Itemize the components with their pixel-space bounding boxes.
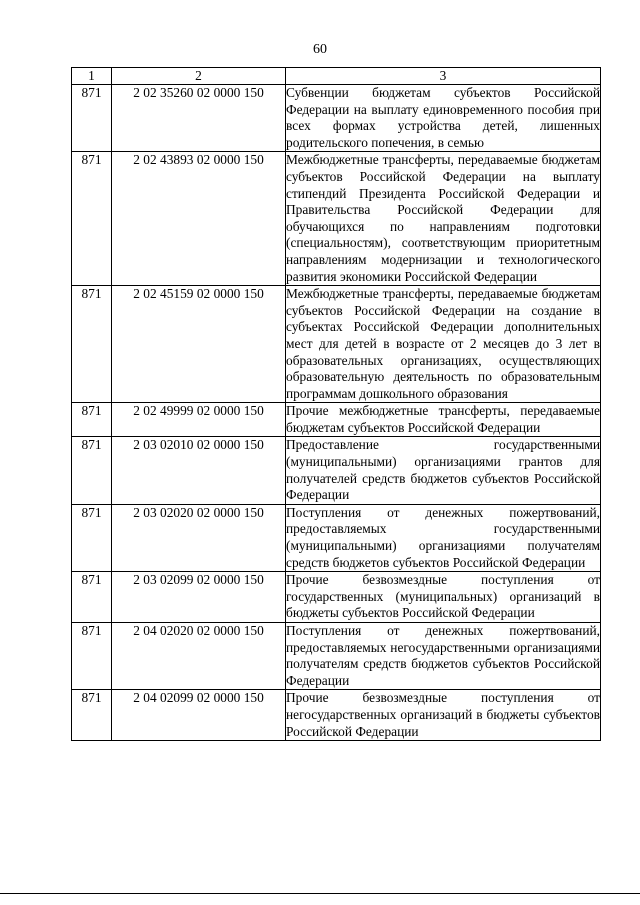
table-row	[72, 152, 601, 286]
administrator-code: 871	[72, 623, 112, 690]
revenue-name: Межбюджетные трансферты, передаваемые бюджетам субъектов Российской Федерации на создание в субъектах Российской Федерации дополнительных мест для детей в возрасте от 2 месяцев до 3 лет в образовательных организациях, осуществляющих образовательную деятельность по образовательным программам дошкольного образования	[286, 286, 601, 403]
table-row	[72, 690, 601, 741]
administrator-code: 871	[72, 152, 112, 286]
revenue-name: Прочие безвозмездные поступления от негосударственных организаций в бюджеты субъектов Российской Федерации	[286, 690, 601, 741]
administrator-code: 871	[72, 403, 112, 437]
administrator-code: 871	[72, 690, 112, 741]
table-row	[72, 504, 601, 571]
column-number-3: 3	[286, 68, 601, 85]
budget-classification-code: 2 02 49999 02 0000 150	[112, 403, 286, 437]
revenue-codes-table	[71, 67, 601, 741]
table-row	[72, 623, 601, 690]
revenue-name: Предоставление государственными (муниципальными) организациями грантов для получателей средств бюджетов субъектов Российской Федерации	[286, 437, 601, 504]
administrator-code: 871	[72, 286, 112, 403]
revenue-name: Прочие безвозмездные поступления от государственных (муниципальных) организаций в бюджеты субъектов Российской Федерации	[286, 572, 601, 623]
table-row	[72, 85, 601, 152]
budget-classification-code: 2 02 45159 02 0000 150	[112, 286, 286, 403]
administrator-code: 871	[72, 572, 112, 623]
revenue-name: Поступления от денежных пожертвований, предоставляемых государственными (муниципальными) организациями получателям средств бюджетов субъектов Российской Федерации	[286, 504, 601, 571]
table-row	[72, 403, 601, 437]
budget-classification-code: 2 03 02099 02 0000 150	[112, 572, 286, 623]
table-row	[72, 286, 601, 403]
column-number-2: 2	[112, 68, 286, 85]
administrator-code: 871	[72, 437, 112, 504]
revenue-name: Субвенции бюджетам субъектов Российской Федерации на выплату единовременного пособия при всех формах устройства детей, лишенных родительского попечения, в семью	[286, 85, 601, 152]
administrator-code: 871	[72, 504, 112, 571]
revenue-name: Межбюджетные трансферты, передаваемые бюджетам субъектов Российской Федерации на выплату стипендий Президента Российской Федерации и Правительства Российской Федерации для обучающихся по направлениям подготовки (специальностям), соответствующим приоритетным направлениям модернизации и технологического развития экономики Российской Федерации	[286, 152, 601, 286]
revenue-name: Прочие межбюджетные трансферты, передаваемые бюджетам субъектов Российской Федерации	[286, 403, 601, 437]
budget-classification-code: 2 02 43893 02 0000 150	[112, 152, 286, 286]
budget-classification-code: 2 04 02099 02 0000 150	[112, 690, 286, 741]
revenue-name: Поступления от денежных пожертвований, предоставляемых негосударственными организациями получателям средств бюджетов субъектов Российской Федерации	[286, 623, 601, 690]
budget-classification-code: 2 03 02020 02 0000 150	[112, 504, 286, 571]
budget-classification-code: 2 03 02010 02 0000 150	[112, 437, 286, 504]
table-row	[72, 572, 601, 623]
page-number: 60	[313, 42, 327, 57]
budget-classification-code: 2 02 35260 02 0000 150	[112, 85, 286, 152]
table-row	[72, 437, 601, 504]
administrator-code: 871	[72, 85, 112, 152]
budget-classification-code: 2 04 02020 02 0000 150	[112, 623, 286, 690]
bottom-page-rule	[0, 893, 640, 894]
column-number-1: 1	[72, 68, 112, 85]
column-number-row	[72, 68, 601, 85]
